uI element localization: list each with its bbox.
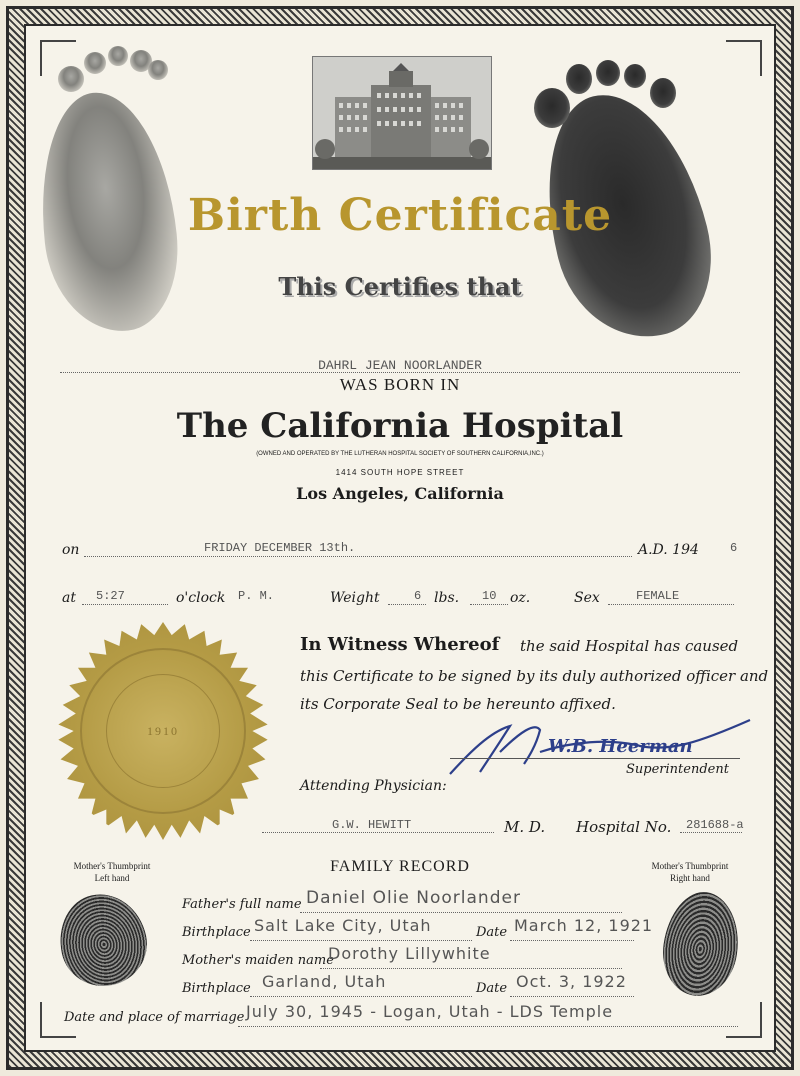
- child-name: DAHRL JEAN NOORLANDER: [318, 358, 482, 373]
- mother-birthplace: Garland, Utah: [262, 972, 387, 991]
- oz-line: [470, 604, 508, 605]
- mother-name-line: [320, 968, 622, 969]
- family-record-heading: FAMILY RECORD: [330, 858, 470, 875]
- oclock-label: o'clock: [176, 590, 226, 606]
- father-date-label: Date: [476, 925, 508, 940]
- time-line: [82, 604, 168, 605]
- date-line: [84, 556, 632, 557]
- birth-time: 5:27: [96, 589, 125, 603]
- corner-ornament-bottom-right: [726, 1002, 762, 1038]
- birth-year-digit: 6: [730, 541, 738, 555]
- name-line: [60, 372, 740, 373]
- father-birthplace-label: Birthplace: [182, 925, 251, 940]
- left-thumbprint-label: Mother's Thumbprint Left hand: [73, 861, 151, 883]
- sex-label: Sex: [574, 590, 600, 606]
- mother-name-label: Mother's maiden name: [182, 953, 334, 968]
- hospital-no-label: Hospital No.: [576, 818, 672, 836]
- mother-date: Oct. 3, 1922: [516, 972, 627, 991]
- father-birthplace-line: [250, 940, 472, 941]
- mother-name: Dorothy Lillywhite: [328, 944, 491, 963]
- witness-line-2: this Certificate to be signed by its duly authorized officer and: [300, 667, 769, 685]
- weight-oz: 10: [482, 589, 497, 603]
- father-name-label: Father's full name: [182, 897, 302, 912]
- hospital-address: 1414 SOUTH HOPE STREET: [335, 468, 465, 477]
- oz-label: oz.: [510, 590, 531, 606]
- on-label: on: [62, 542, 80, 558]
- mother-birthplace-label: Birthplace: [182, 981, 251, 996]
- physician-name: G.W. HEWITT: [332, 818, 412, 832]
- corner-ornament-top-right: [726, 40, 762, 76]
- superintendent-signature: W.B. Heerman: [548, 736, 693, 757]
- right-thumbprint-label: Mother's Thumbprint Right hand: [651, 861, 729, 883]
- hospital-no-line: [680, 832, 742, 833]
- seal-year: 1910: [147, 724, 179, 738]
- father-date: March 12, 1921: [514, 916, 654, 935]
- at-label: at: [62, 590, 76, 606]
- mother-date-label: Date: [476, 981, 508, 996]
- sex-line: [608, 604, 734, 605]
- certifies-heading: This Certifies that: [278, 272, 522, 301]
- mother-birthplace-line: [250, 996, 472, 997]
- ampm: P. M.: [238, 589, 275, 603]
- marriage-label: Date and place of marriage: [64, 1010, 245, 1025]
- superintendent-label: Superintendent: [626, 762, 729, 777]
- md-label: M. D.: [504, 818, 546, 836]
- hospital-city: Los Angeles, California: [296, 484, 504, 503]
- marriage-details: July 30, 1945 - Logan, Utah - LDS Temple: [246, 1002, 614, 1021]
- sex-value: FEMALE: [636, 589, 680, 603]
- hospital-name: The California Hospital: [176, 406, 624, 446]
- weight-lbs: 6: [414, 589, 422, 603]
- signature-line: [450, 758, 740, 759]
- lbs-line: [388, 604, 426, 605]
- witness-heading: In Witness Whereof: [300, 634, 500, 655]
- hospital-number: 281688-a: [686, 818, 744, 832]
- father-name: Daniel Olie Noorlander: [306, 888, 521, 908]
- father-name-line: [300, 912, 622, 913]
- attending-physician-label: Attending Physician:: [300, 778, 447, 794]
- father-birthplace: Salt Lake City, Utah: [254, 916, 432, 935]
- birth-date: FRIDAY DECEMBER 13th.: [204, 541, 356, 555]
- witness-line-1: the said Hospital has caused: [520, 637, 739, 655]
- witness-line-3: its Corporate Seal to be hereunto affixed.: [300, 695, 616, 713]
- weight-label: Weight: [330, 590, 380, 606]
- physician-line: [262, 832, 494, 833]
- ad-label: A.D. 194: [638, 542, 699, 558]
- was-born-in-label: WAS BORN IN: [339, 375, 461, 394]
- certificate-title: Birth Certificate: [187, 190, 613, 241]
- father-date-line: [510, 940, 634, 941]
- hospital-owner-note: (OWNED AND OPERATED BY THE LUTHERAN HOSPITAL SOCIETY OF SOUTHERN CALIFORNIA,INC.): [256, 451, 544, 457]
- mother-date-line: [510, 996, 634, 997]
- marriage-line: [238, 1026, 738, 1027]
- lbs-label: lbs.: [434, 590, 460, 606]
- hospital-building-image: [312, 56, 492, 170]
